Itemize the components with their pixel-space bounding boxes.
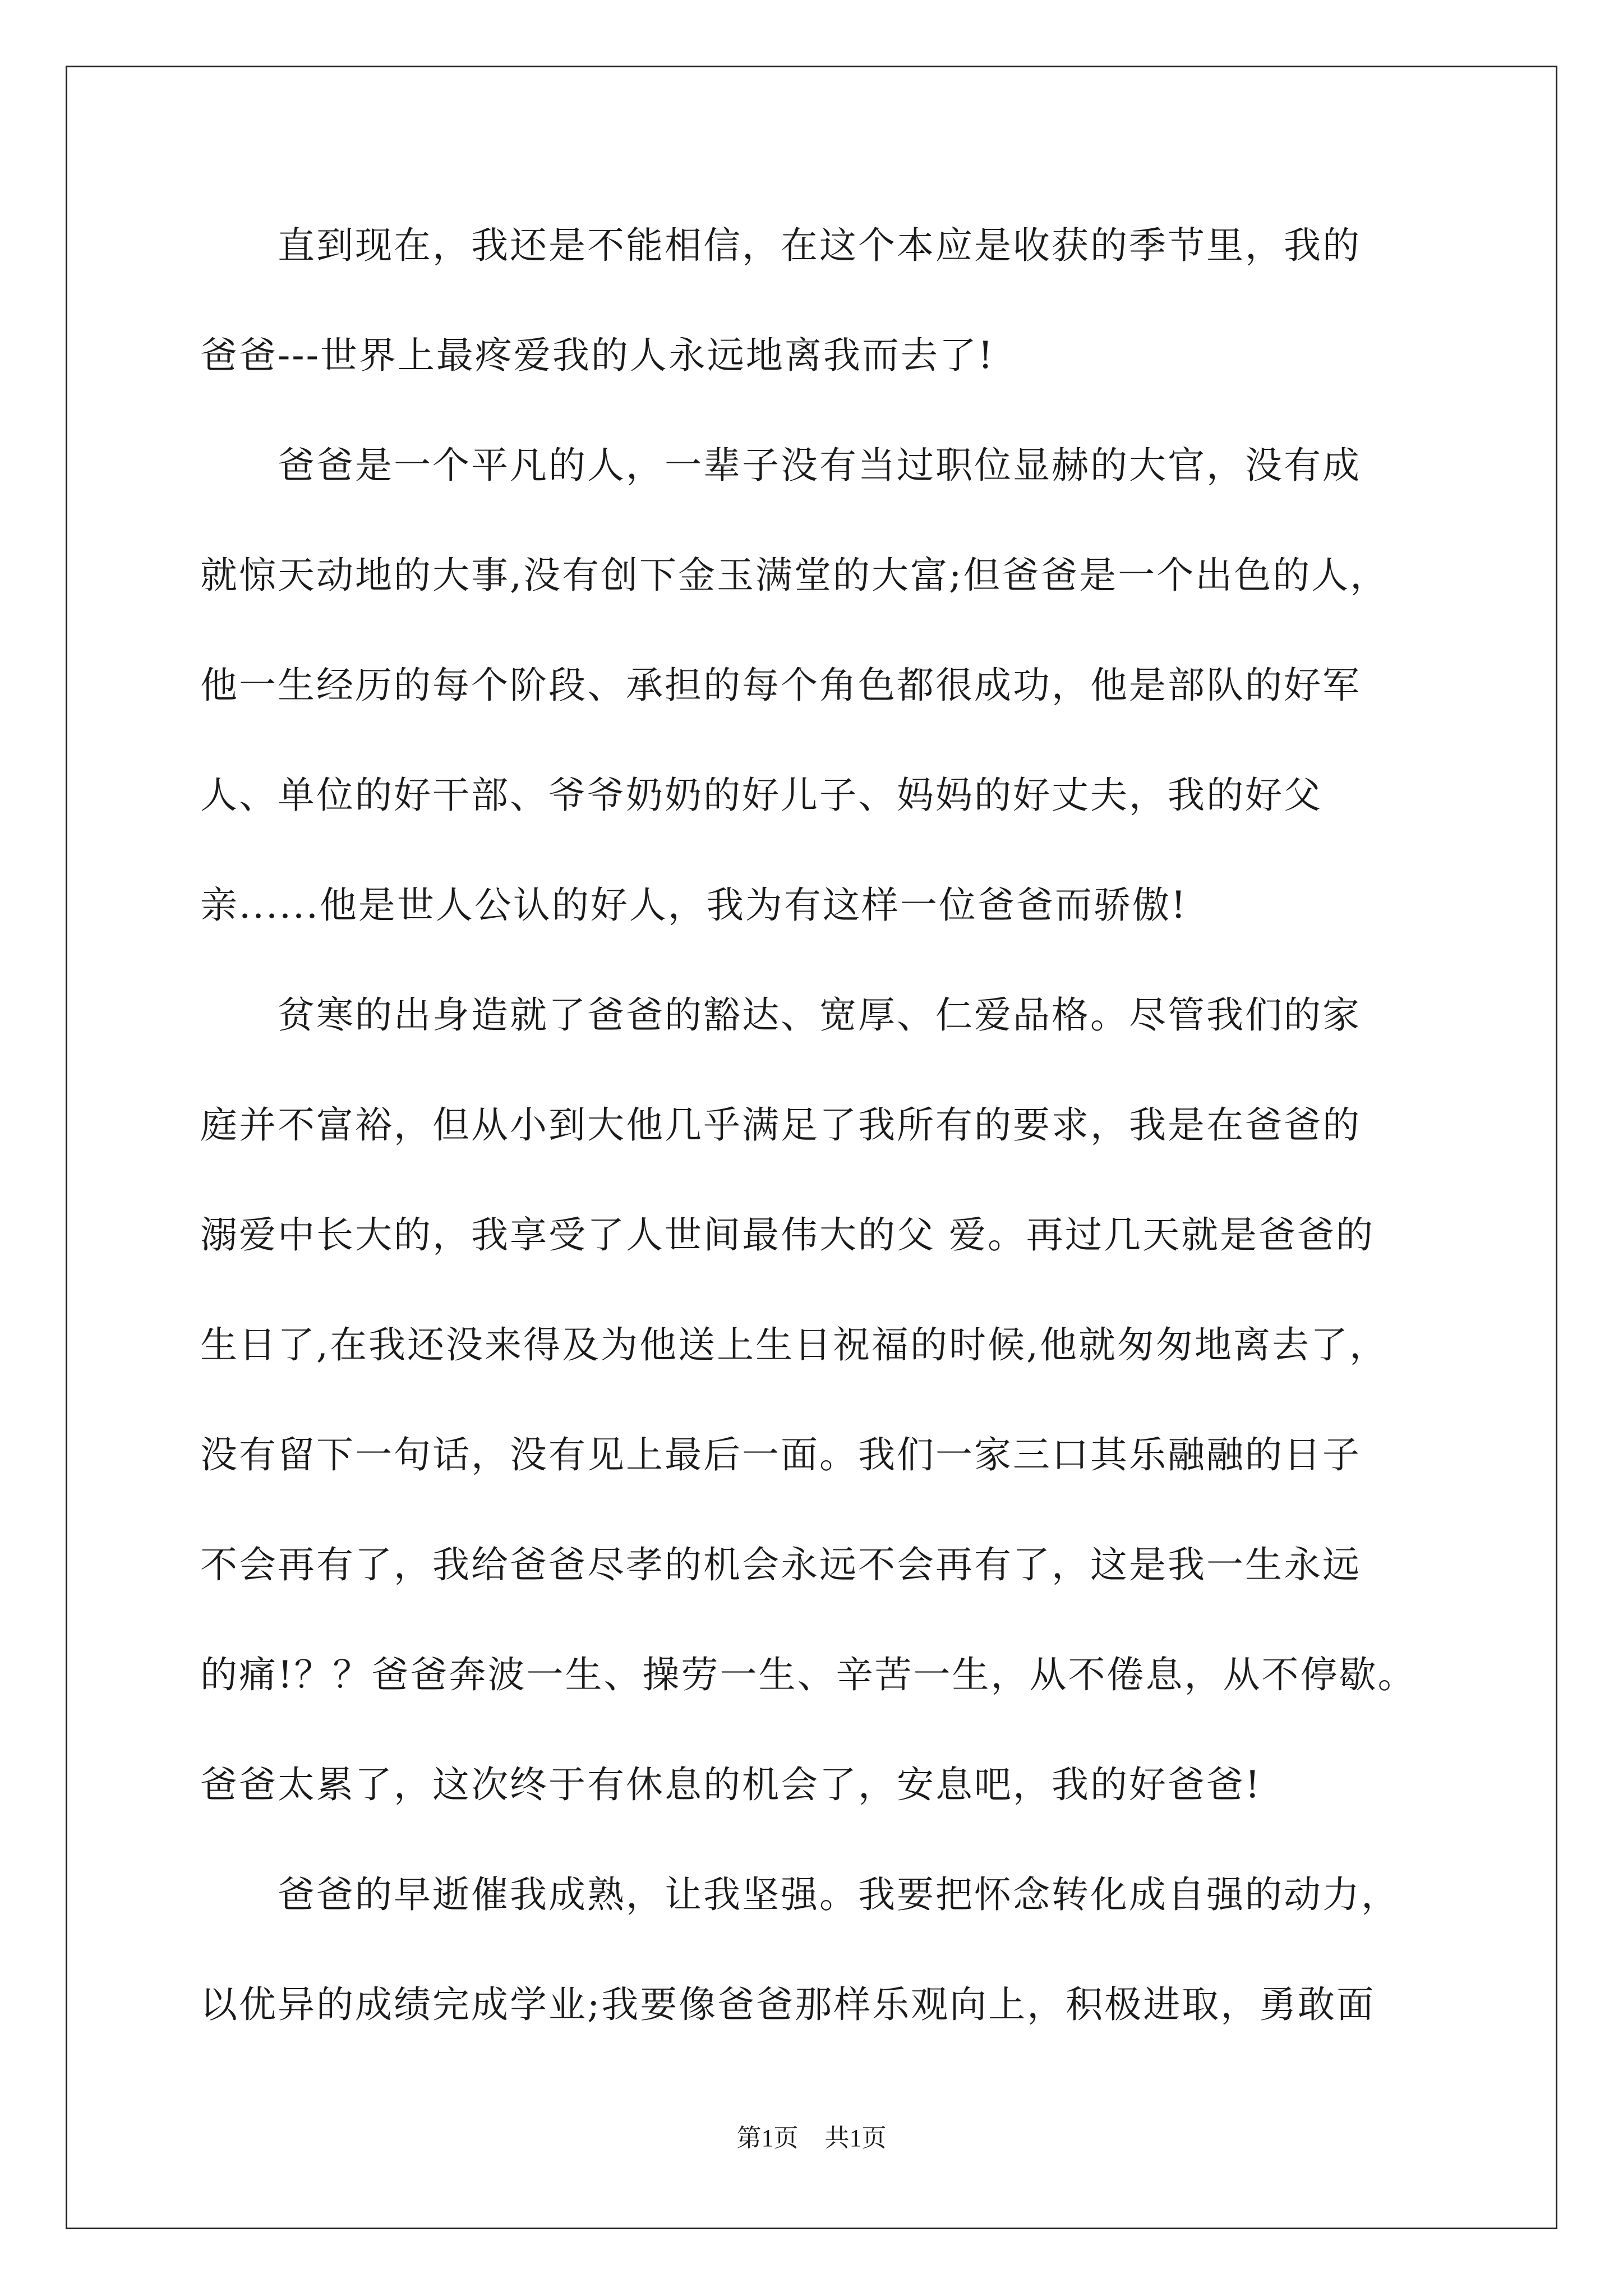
page-number-total: 共1页 bbox=[824, 2124, 887, 2152]
text-line: 庭并不富裕，但从小到大他几乎满足了我所有的要求，我是在爸爸的 bbox=[200, 1103, 1361, 1147]
page-footer bbox=[0, 2122, 1623, 2155]
text-line: 人、单位的好干部、爷爷奶奶的好儿子、妈妈的好丈夫，我的好父 bbox=[200, 774, 1322, 817]
text-line: 爸爸太累了，这次终于有休息的机会了，安息吧，我的好爸爸! bbox=[200, 1763, 1262, 1806]
text-line: 直到现在，我还是不能相信，在这个本应是收获的季节里，我的 bbox=[200, 224, 1361, 267]
text-line: 爸爸是一个平凡的人，一辈子没有当过职位显赫的大官，没有成 bbox=[200, 444, 1361, 487]
page-number-current: 第1页 bbox=[736, 2124, 799, 2152]
text-line: 不会再有了，我给爸爸尽孝的机会永远不会再有了，这是我一生永远 bbox=[200, 1543, 1361, 1586]
text-line: 生日了,在我还没来得及为他送上生日祝福的时候,他就匆匆地离去了， bbox=[200, 1323, 1388, 1366]
text-line: 爸爸的早逝催我成熟，让我坚强。我要把怀念转化成自强的动力， bbox=[200, 1873, 1400, 1916]
text-line: 的痛!？？爸爸奔波一生、操劳一生、辛苦一生，从不倦息，从不停歇。 bbox=[200, 1653, 1417, 1696]
text-line: 就惊天动地的大事,没有创下金玉满堂的大富;但爸爸是一个出色的人， bbox=[200, 554, 1389, 597]
text-line: 亲......他是世人公认的好人，我为有这样一位爸爸而骄傲! bbox=[200, 884, 1188, 927]
text-line: 他一生经历的每个阶段、承担的每个角色都很成功，他是部队的好军 bbox=[200, 664, 1361, 707]
text-line: 溺爱中长大的，我享受了人世间最伟大的父 爱。再过几天就是爸爸的 bbox=[200, 1213, 1375, 1257]
text-line: 以优异的成绩完成学业;我要像爸爸那样乐观向上，积极进取，勇敢面 bbox=[200, 1983, 1376, 2026]
text-line: 爸爸---世界上最疼爱我的人永远地离我而去了! bbox=[200, 334, 995, 377]
text-line: 没有留下一句话，没有见上最后一面。我们一家三口其乐融融的日子 bbox=[200, 1433, 1361, 1476]
text-line: 贫寒的出身造就了爸爸的豁达、宽厚、仁爱品格。尽管我们的家 bbox=[200, 993, 1361, 1037]
